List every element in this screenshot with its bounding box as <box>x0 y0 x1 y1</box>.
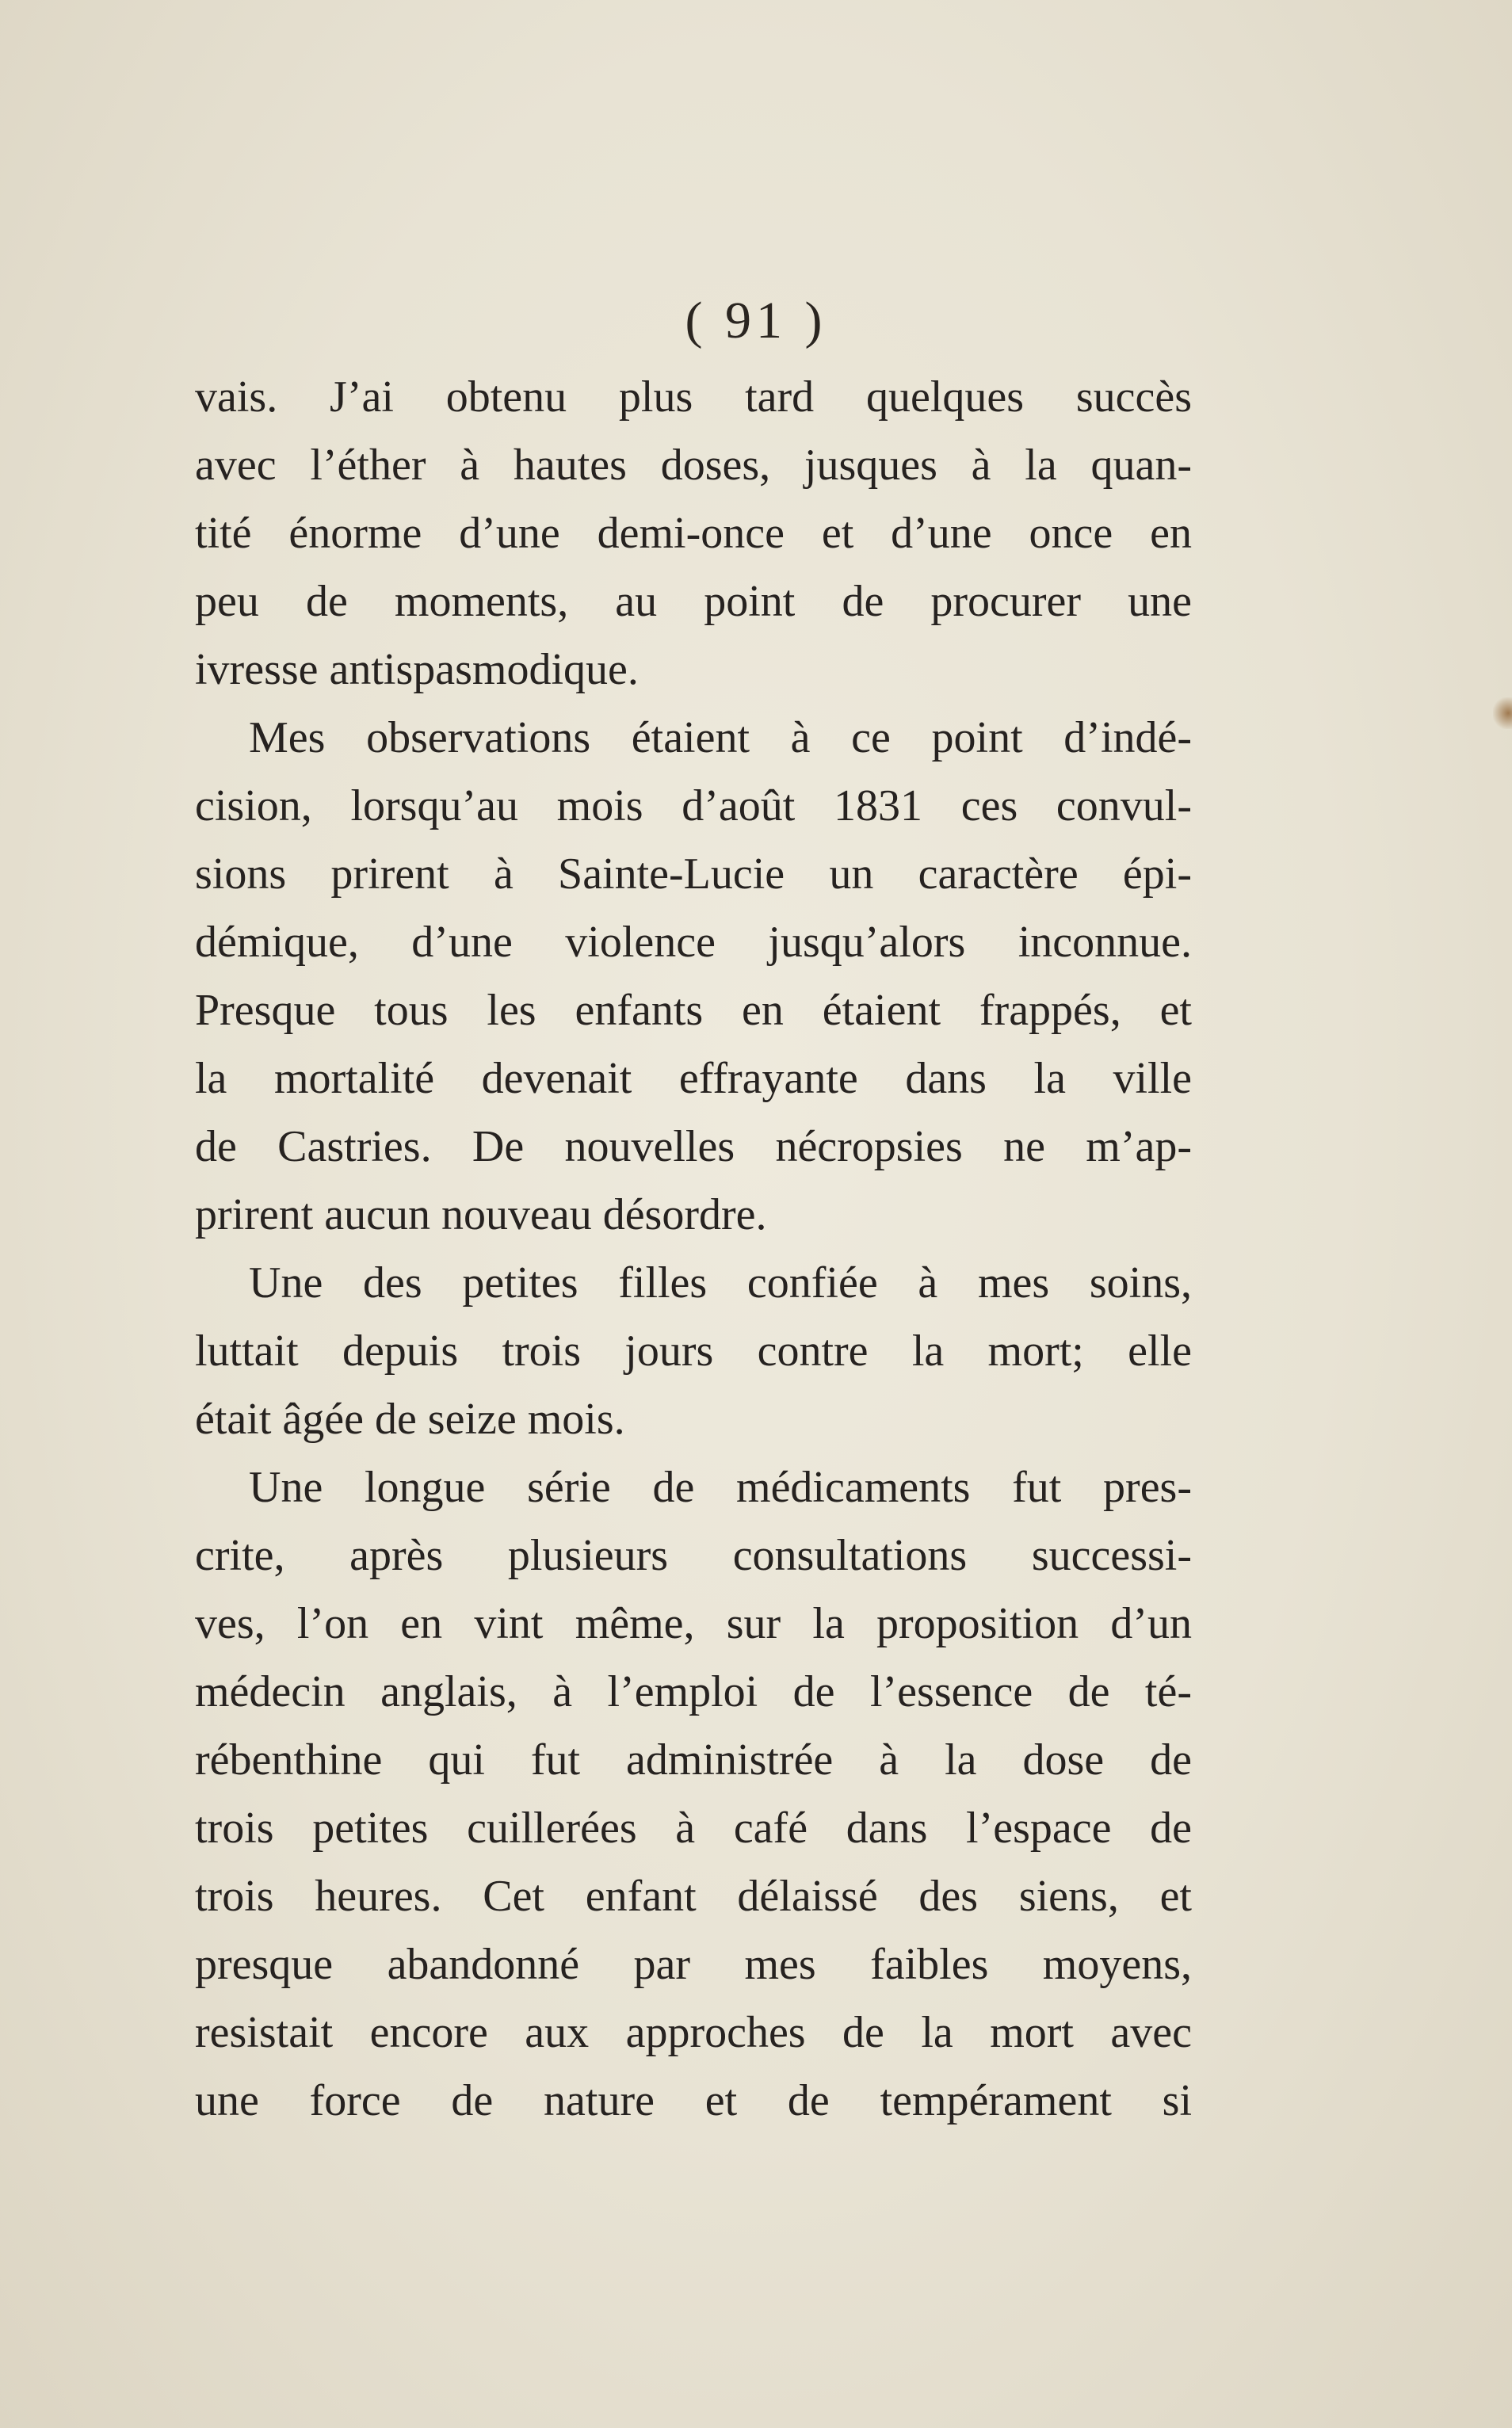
text-line: prirent aucun nouveau désordre. <box>195 1190 767 1239</box>
text-line: de Castries. De nouvelles nécropsies ne m’ap- <box>195 1122 1192 1171</box>
text-line: cision, lorsqu’au mois d’août 1831 ces convul- <box>195 781 1192 830</box>
text-line: ivresse antispasmodique. <box>195 645 639 694</box>
text-line: luttait depuis trois jours contre la mort; elle <box>195 1327 1192 1376</box>
text-line: ves, l’on en vint même, sur la proposition d’un <box>195 1599 1192 1648</box>
body-text <box>195 363 1192 2135</box>
text-line: démique, d’une violence jusqu’alors inconnue. <box>195 918 1192 967</box>
paper-stain <box>1493 697 1512 729</box>
text-line: peu de moments, au point de procurer une <box>195 577 1192 626</box>
text-line: rébenthine qui fut administrée à la dose de <box>195 1735 1192 1785</box>
text-line: Presque tous les enfants en étaient frappés, et <box>195 986 1192 1035</box>
page-number: ( 91 ) <box>685 292 827 349</box>
text-line: médecin anglais, à l’emploi de l’essence de té- <box>195 1667 1192 1716</box>
text-line: était âgée de seize mois. <box>195 1395 625 1444</box>
text-line: tité énorme d’une demi-once et d’une once en <box>195 509 1192 558</box>
text-line: la mortalité devenait effrayante dans la ville <box>195 1054 1192 1103</box>
text-line: Mes observations étaient à ce point d’indé- <box>249 713 1192 762</box>
text-line: vais. J’ai obtenu plus tard quelques succès <box>195 372 1192 422</box>
text-line: trois petites cuillerées à café dans l’espace de <box>195 1804 1192 1853</box>
text-line: sions prirent à Sainte-Lucie un caractère épi- <box>195 849 1192 899</box>
text-line: trois heures. Cet enfant délaissé des siens, et <box>195 1872 1192 1921</box>
text-line: Une des petites filles confiée à mes soins, <box>249 1258 1192 1308</box>
text-line: avec l’éther à hautes doses, jusques à la quan- <box>195 441 1192 490</box>
text-line: Une longue série de médicaments fut pres- <box>249 1463 1192 1512</box>
text-line: crite, après plusieurs consultations successi- <box>195 1531 1192 1580</box>
text-line: une force de nature et de tempérament si <box>195 2076 1192 2125</box>
text-line: presque abandonné par mes faibles moyens, <box>195 1940 1192 1989</box>
text-line: resistait encore aux approches de la mort avec <box>195 2008 1192 2057</box>
